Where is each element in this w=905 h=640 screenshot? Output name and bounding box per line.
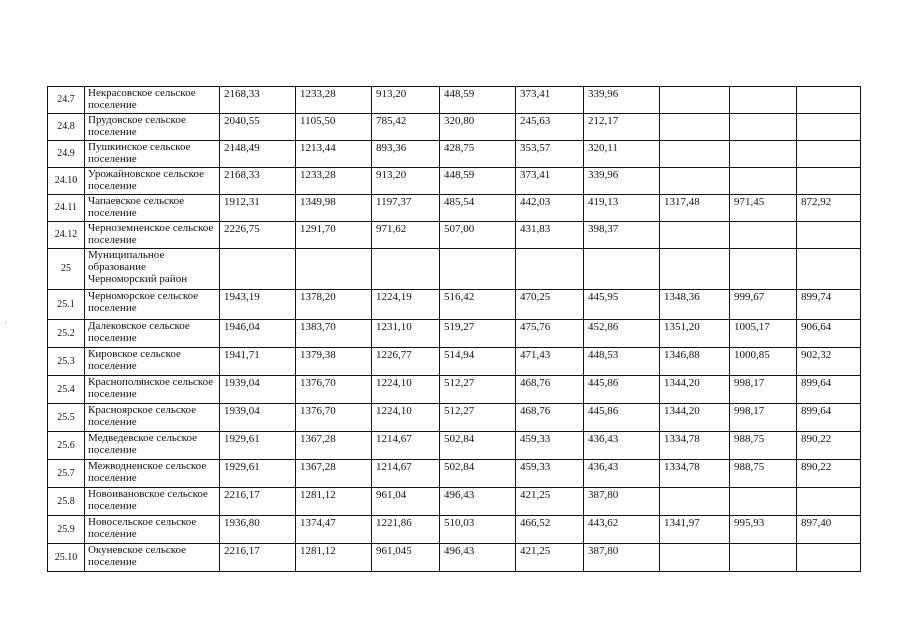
value-cell xyxy=(730,544,797,572)
settlement-name: Новоивановское сельское поселение xyxy=(85,488,220,516)
value-cell: 1351,20 xyxy=(660,320,730,348)
value-cell: 353,57 xyxy=(516,141,584,168)
value-cell: 1341,97 xyxy=(660,516,730,544)
value-cell xyxy=(730,249,797,290)
value-cell: 519,27 xyxy=(440,320,516,348)
value-cell: 1349,98 xyxy=(296,195,372,222)
value-cell: 995,93 xyxy=(730,516,797,544)
value-cell xyxy=(660,168,730,195)
table-body xyxy=(48,87,861,572)
row-number: 25.4 xyxy=(48,376,85,404)
value-cell: 471,43 xyxy=(516,348,584,376)
value-cell: 512,27 xyxy=(440,404,516,432)
value-cell xyxy=(730,114,797,141)
row-number: 24.9 xyxy=(48,141,85,168)
value-cell: 1367,28 xyxy=(296,460,372,488)
value-cell xyxy=(296,249,372,290)
value-cell: 1317,48 xyxy=(660,195,730,222)
value-cell: 913,20 xyxy=(372,168,440,195)
value-cell: 320,11 xyxy=(584,141,660,168)
value-cell: 516,42 xyxy=(440,290,516,320)
value-cell: 452,86 xyxy=(584,320,660,348)
settlement-name: Кировское сельское поселение xyxy=(85,348,220,376)
value-cell: 988,75 xyxy=(730,432,797,460)
value-cell: 1005,17 xyxy=(730,320,797,348)
value-cell xyxy=(730,168,797,195)
table-row xyxy=(48,249,861,290)
value-cell: 2040,55 xyxy=(220,114,296,141)
value-cell: 1946,04 xyxy=(220,320,296,348)
settlement-name: Окуневское сельское поселение xyxy=(85,544,220,572)
value-cell: 421,25 xyxy=(516,488,584,516)
value-cell: 1105,50 xyxy=(296,114,372,141)
value-cell: 1233,28 xyxy=(296,87,372,114)
value-cell: 1943,19 xyxy=(220,290,296,320)
value-cell: 485,54 xyxy=(440,195,516,222)
value-cell: 906,64 xyxy=(797,320,861,348)
value-cell: 1939,04 xyxy=(220,404,296,432)
value-cell: 514,94 xyxy=(440,348,516,376)
value-cell: 998,17 xyxy=(730,376,797,404)
table-row xyxy=(48,195,861,222)
table-row xyxy=(48,320,861,348)
value-cell: 1213,44 xyxy=(296,141,372,168)
value-cell: 890,22 xyxy=(797,460,861,488)
table-row xyxy=(48,488,861,516)
value-cell: 897,40 xyxy=(797,516,861,544)
row-number: 24.11 xyxy=(48,195,85,222)
value-cell xyxy=(660,488,730,516)
value-cell: 998,17 xyxy=(730,404,797,432)
value-cell: 2226,75 xyxy=(220,222,296,249)
settlement-name: Краснoярское сельское поселение xyxy=(85,404,220,432)
value-cell: 502,84 xyxy=(440,460,516,488)
value-cell: 448,59 xyxy=(440,87,516,114)
settlement-name: Межводненское сельское поселение xyxy=(85,460,220,488)
value-cell xyxy=(660,222,730,249)
value-cell: 1939,04 xyxy=(220,376,296,404)
value-cell: 339,96 xyxy=(584,168,660,195)
value-cell xyxy=(584,249,660,290)
value-cell: 212,17 xyxy=(584,114,660,141)
value-cell: 2216,17 xyxy=(220,488,296,516)
value-cell: 373,41 xyxy=(516,87,584,114)
table-row xyxy=(48,114,861,141)
margin-mark: · xyxy=(4,318,7,328)
value-cell: 443,62 xyxy=(584,516,660,544)
value-cell: 468,76 xyxy=(516,404,584,432)
settlement-name: Урожайновское сельское поселение xyxy=(85,168,220,195)
value-cell: 899,64 xyxy=(797,404,861,432)
value-cell: 496,43 xyxy=(440,544,516,572)
value-cell xyxy=(797,488,861,516)
settlement-name: Черноземненское сельское поселение xyxy=(85,222,220,249)
row-number: 25.2 xyxy=(48,320,85,348)
tariff-table-sheet xyxy=(47,86,861,572)
value-cell: 445,86 xyxy=(584,404,660,432)
value-cell xyxy=(797,544,861,572)
value-cell: 339,96 xyxy=(584,87,660,114)
value-cell: 1376,70 xyxy=(296,376,372,404)
table-row xyxy=(48,87,861,114)
value-cell xyxy=(660,87,730,114)
value-cell: 1344,20 xyxy=(660,404,730,432)
value-cell: 1378,20 xyxy=(296,290,372,320)
settlement-name: Далековское сельское поселение xyxy=(85,320,220,348)
settlement-name: Пушкинское сельское поселение xyxy=(85,141,220,168)
value-cell: 245,63 xyxy=(516,114,584,141)
value-cell xyxy=(797,87,861,114)
value-cell: 899,64 xyxy=(797,376,861,404)
value-cell: 1334,78 xyxy=(660,432,730,460)
value-cell: 502,84 xyxy=(440,432,516,460)
row-number: 24.12 xyxy=(48,222,85,249)
value-cell: 1367,28 xyxy=(296,432,372,460)
row-number: 25.5 xyxy=(48,404,85,432)
value-cell xyxy=(730,87,797,114)
value-cell: 988,75 xyxy=(730,460,797,488)
value-cell: 419,13 xyxy=(584,195,660,222)
value-cell: 971,62 xyxy=(372,222,440,249)
value-cell: 459,33 xyxy=(516,432,584,460)
value-cell: 1214,67 xyxy=(372,432,440,460)
value-cell xyxy=(797,114,861,141)
value-cell xyxy=(797,141,861,168)
value-cell: 961,04 xyxy=(372,488,440,516)
value-cell: 475,76 xyxy=(516,320,584,348)
value-cell xyxy=(372,249,440,290)
value-cell: 999,67 xyxy=(730,290,797,320)
value-cell: 1291,70 xyxy=(296,222,372,249)
value-cell xyxy=(660,249,730,290)
value-cell xyxy=(797,222,861,249)
value-cell: 890,22 xyxy=(797,432,861,460)
table-row xyxy=(48,141,861,168)
value-cell: 1214,67 xyxy=(372,460,440,488)
table-row xyxy=(48,168,861,195)
value-cell: 496,43 xyxy=(440,488,516,516)
value-cell: 512,27 xyxy=(440,376,516,404)
value-cell: 1197,37 xyxy=(372,195,440,222)
table-row xyxy=(48,544,861,572)
value-cell: 1233,28 xyxy=(296,168,372,195)
value-cell xyxy=(220,249,296,290)
row-number: 25.9 xyxy=(48,516,85,544)
table-row xyxy=(48,348,861,376)
row-number: 25.3 xyxy=(48,348,85,376)
value-cell: 1912,31 xyxy=(220,195,296,222)
value-cell xyxy=(660,544,730,572)
table-row xyxy=(48,432,861,460)
value-cell xyxy=(516,249,584,290)
settlement-name: Медведевское сельское поселение xyxy=(85,432,220,460)
value-cell: 2148,49 xyxy=(220,141,296,168)
value-cell: 373,41 xyxy=(516,168,584,195)
value-cell: 436,43 xyxy=(584,460,660,488)
value-cell: 510,03 xyxy=(440,516,516,544)
value-cell: 1941,71 xyxy=(220,348,296,376)
table-row xyxy=(48,404,861,432)
value-cell xyxy=(440,249,516,290)
value-cell: 1281,12 xyxy=(296,544,372,572)
row-number: 24.7 xyxy=(48,87,85,114)
value-cell: 1348,36 xyxy=(660,290,730,320)
table-row xyxy=(48,460,861,488)
value-cell: 1929,61 xyxy=(220,432,296,460)
value-cell: 436,43 xyxy=(584,432,660,460)
value-cell: 468,76 xyxy=(516,376,584,404)
value-cell: 387,80 xyxy=(584,488,660,516)
value-cell: 1376,70 xyxy=(296,404,372,432)
value-cell: 1281,12 xyxy=(296,488,372,516)
value-cell: 1374,47 xyxy=(296,516,372,544)
row-number: 25.10 xyxy=(48,544,85,572)
value-cell: 445,86 xyxy=(584,376,660,404)
row-number: 25.1 xyxy=(48,290,85,320)
row-number: 24.10 xyxy=(48,168,85,195)
value-cell: 470,25 xyxy=(516,290,584,320)
value-cell: 428,75 xyxy=(440,141,516,168)
value-cell: 387,80 xyxy=(584,544,660,572)
value-cell: 913,20 xyxy=(372,87,440,114)
value-cell: 893,36 xyxy=(372,141,440,168)
table-row xyxy=(48,222,861,249)
value-cell: 902,32 xyxy=(797,348,861,376)
value-cell: 872,92 xyxy=(797,195,861,222)
value-cell xyxy=(730,222,797,249)
value-cell: 961,045 xyxy=(372,544,440,572)
value-cell: 1936,80 xyxy=(220,516,296,544)
settlement-name: Прудовское сельское поселение xyxy=(85,114,220,141)
value-cell: 466,52 xyxy=(516,516,584,544)
table-row xyxy=(48,516,861,544)
value-cell: 971,45 xyxy=(730,195,797,222)
value-cell: 445,95 xyxy=(584,290,660,320)
value-cell: 448,53 xyxy=(584,348,660,376)
value-cell xyxy=(797,249,861,290)
value-cell: 421,25 xyxy=(516,544,584,572)
value-cell: 899,74 xyxy=(797,290,861,320)
value-cell: 1224,10 xyxy=(372,404,440,432)
settlement-name: Чапаевское сельское поселение xyxy=(85,195,220,222)
value-cell: 1383,70 xyxy=(296,320,372,348)
settlement-name: Муниципальное образование Черноморский район xyxy=(85,249,220,290)
value-cell: 507,00 xyxy=(440,222,516,249)
row-number: 25.7 xyxy=(48,460,85,488)
value-cell xyxy=(660,141,730,168)
tariff-table xyxy=(47,86,861,572)
table-row xyxy=(48,290,861,320)
value-cell xyxy=(730,141,797,168)
table-row xyxy=(48,376,861,404)
value-cell: 1334,78 xyxy=(660,460,730,488)
value-cell: 2216,17 xyxy=(220,544,296,572)
settlement-name: Новосельское сельское поселение xyxy=(85,516,220,544)
row-number: 25 xyxy=(48,249,85,290)
value-cell: 2168,33 xyxy=(220,168,296,195)
value-cell: 442,03 xyxy=(516,195,584,222)
value-cell: 1224,19 xyxy=(372,290,440,320)
value-cell: 1000,85 xyxy=(730,348,797,376)
row-number: 25.6 xyxy=(48,432,85,460)
settlement-name: Некрасовское сельское поселение xyxy=(85,87,220,114)
value-cell xyxy=(660,114,730,141)
value-cell xyxy=(730,488,797,516)
value-cell: 1346,88 xyxy=(660,348,730,376)
value-cell: 1379,38 xyxy=(296,348,372,376)
value-cell: 431,83 xyxy=(516,222,584,249)
value-cell: 2168,33 xyxy=(220,87,296,114)
value-cell: 1224,10 xyxy=(372,376,440,404)
value-cell: 785,42 xyxy=(372,114,440,141)
row-number: 25.8 xyxy=(48,488,85,516)
value-cell: 320,80 xyxy=(440,114,516,141)
value-cell: 459,33 xyxy=(516,460,584,488)
value-cell xyxy=(797,168,861,195)
settlement-name: Краснополянское сельское поселение xyxy=(85,376,220,404)
settlement-name: Черноморское сельское поселение xyxy=(85,290,220,320)
value-cell: 398,37 xyxy=(584,222,660,249)
value-cell: 1221,86 xyxy=(372,516,440,544)
value-cell: 448,59 xyxy=(440,168,516,195)
row-number: 24.8 xyxy=(48,114,85,141)
value-cell: 1231,10 xyxy=(372,320,440,348)
value-cell: 1344,20 xyxy=(660,376,730,404)
value-cell: 1929,61 xyxy=(220,460,296,488)
value-cell: 1226,77 xyxy=(372,348,440,376)
